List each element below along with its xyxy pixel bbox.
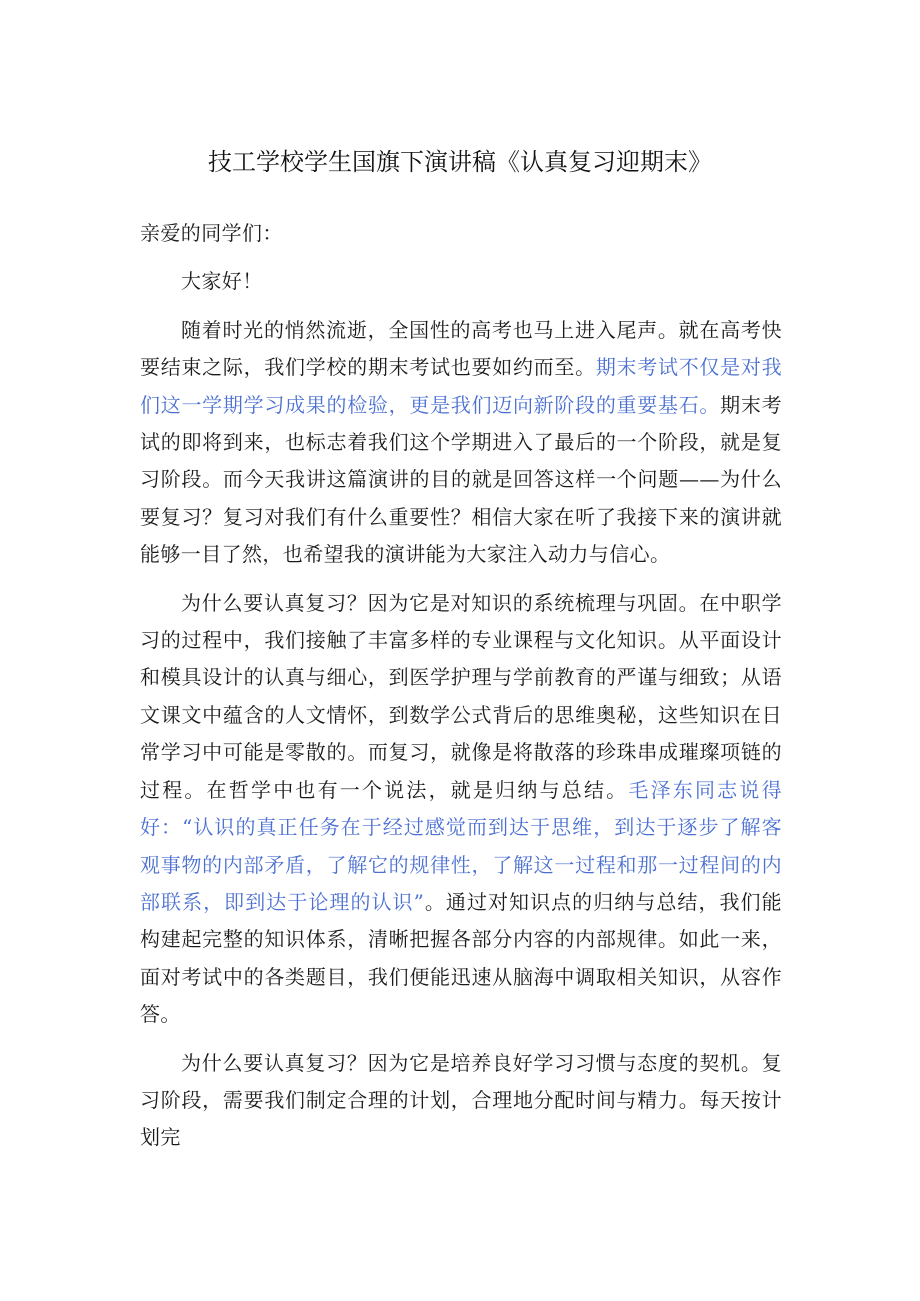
paragraph-1-text-c: 期末考试的即将到来，也标志着我们这个学期进入了最后的一个阶段，就是复习阶段。而今天我讲这篇演讲的目的就是回答这样一个问题——为什么要复习？复习对我们有什么重要性？相信大家在听了我接下来的演讲就能够一目了然，也希望我的演讲能为大家注入动力与信心。 [140,392,782,567]
document-body [140,215,782,1157]
paragraph-2 [140,585,782,1034]
paragraph-2-text-c: 。通过对知识点的归纳与总结，我们能构建起完整的知识体系，清晰把握各部分内容的内部规律。如此一来，面对考试中的各类题目，我们便能迅速从脑海中调取相关知识，从容作答。 [140,889,782,1027]
paragraph-1 [140,312,782,574]
greeting: 大家好！ [181,269,263,294]
paragraph-3-text-a: 为什么要认真复习？因为它是培养良好学习习惯与态度的契机。复习阶段，需要我们制定合理的计划，合理地分配时间与精力。每天按计划完 [140,1050,782,1150]
paragraph-2-text-a: 为什么要认真复习？因为它是对知识的系统梳理与巩固。在中职学习的过程中，我们接触了丰富多样的专业课程与文化知识。从平面设计和模具设计的认真与细心，到医学护理与学前教育的严谨与细致；从语文课文中蕴含的人文情怀，到数学公式背后的思维奥秘，这些知识在日常学习中可能是零散的。而复习，就像是将散落的珍珠串成璀璨项链的过程。在哲学中也有一个说法，就是归纳与总结。 [140,590,782,802]
salutation: 亲爱的同学们： [140,221,283,245]
paragraph-1-highlight: 期末考试不仅是对我们这一学期学习成果的检验，更是我们迈向新阶段的重要基石。 [140,355,782,417]
paragraph-2-highlight-quote: 毛泽东同志说得好：“认识的真正任务在于经过感觉而到达于思维，到达于逐步了解客观事物的内部矛盾，了解它的规律性，了解这一过程和那一过程间的内部联系，即到达于论理的认识” [140,777,782,914]
document-title: 技工学校学生国旗下演讲稿《认真复习迎期末》 [208,148,712,176]
paragraph-3 [140,1045,782,1157]
paragraph-1-text-a: 随着时光的悄然流逝，全国性的高考也马上进入尾声。就在高考快要结束之际，我们学校的期末考试也要如约而至。 [140,317,782,380]
